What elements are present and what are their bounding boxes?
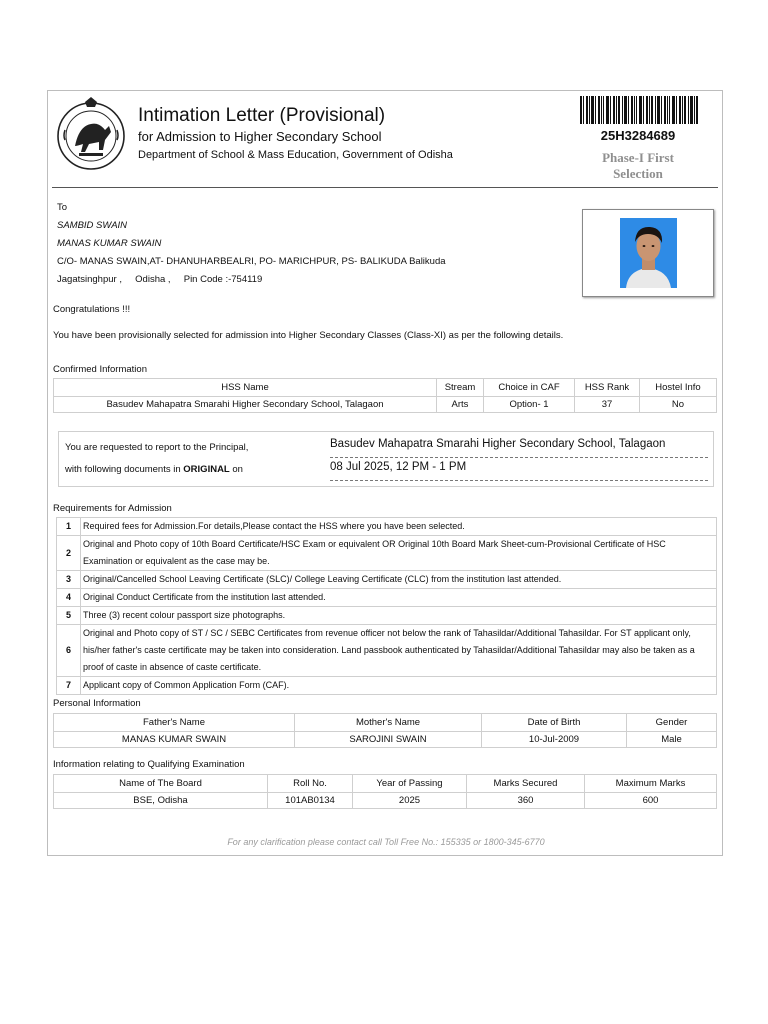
table-row <box>57 571 717 589</box>
cell-max-marks: 600 <box>585 793 717 809</box>
report-line-2-pre: with following documents in <box>65 464 184 475</box>
col-gender: Gender <box>627 714 717 732</box>
col-rank: HSS Rank <box>575 379 640 397</box>
report-line-1: You are requested to report to the Principal, <box>65 442 249 453</box>
table-row <box>57 589 717 607</box>
report-line-2-post: on <box>229 464 243 475</box>
col-hss-name: HSS Name <box>54 379 437 397</box>
col-board: Name of The Board <box>54 775 268 793</box>
photo-frame <box>582 209 714 297</box>
phase-line-1: Phase-I First <box>602 150 674 165</box>
address-line-2: Jagatsinghpur , Odisha , Pin Code :-754119 <box>57 274 263 285</box>
requirements-table <box>56 517 717 695</box>
req-number: 1 <box>57 518 81 536</box>
req-number: 3 <box>57 571 81 589</box>
req-number: 4 <box>57 589 81 607</box>
table-row <box>57 518 717 536</box>
odisha-emblem-icon <box>55 96 127 172</box>
col-roll: Roll No. <box>268 775 353 793</box>
table-row <box>57 625 717 677</box>
confirmed-info-table <box>53 378 717 413</box>
req-text: Original Conduct Certificate from the institution last attended. <box>81 589 717 607</box>
col-choice: Choice in CAF <box>484 379 575 397</box>
qualifying-exam-label: Information relating to Qualifying Examination <box>53 759 245 770</box>
req-text: Three (3) recent colour passport size photographs. <box>81 607 717 625</box>
barcode-icon <box>580 96 698 124</box>
report-school: Basudev Mahapatra Smarahi Higher Secondary School, Talagaon <box>330 438 708 458</box>
cell-dob: 10-Jul-2009 <box>482 732 627 748</box>
personal-info-table <box>53 713 717 748</box>
confirmed-info-label: Confirmed Information <box>53 364 147 375</box>
header-divider <box>52 187 718 188</box>
department-name: Department of School & Mass Education, Government of Odisha <box>138 149 453 161</box>
phase-line-2: Selection <box>613 166 663 181</box>
table-header-row <box>54 775 717 793</box>
cell-roll: 101AB0134 <box>268 793 353 809</box>
col-max-marks: Maximum Marks <box>585 775 717 793</box>
report-original-label: ORIGINAL <box>183 464 230 475</box>
phase-label <box>578 150 698 182</box>
table-row <box>57 677 717 695</box>
req-text: Original and Photo copy of 10th Board Certificate/HSC Exam or equivalent OR Original 10th Board Mark Sheet-cum-Provisional Certificate of HSC Examination or equivalent as the case may be. <box>81 536 717 571</box>
req-text: Original/Cancelled School Leaving Certificate (SLC)/ College Leaving Certificate (CLC) from the institution last attended. <box>81 571 717 589</box>
req-text: Required fees for Admission.For details,Please contact the HSS where you have been selected. <box>81 518 717 536</box>
address-to: To <box>57 202 68 213</box>
col-mother: Mother's Name <box>295 714 482 732</box>
cell-rank: 37 <box>575 397 640 413</box>
toll-free-footer: For any clarification please contact call Toll Free No.: 155335 or 1800-345-6770 <box>227 837 545 847</box>
table-row <box>54 732 717 748</box>
cell-father: MANAS KUMAR SWAIN <box>54 732 295 748</box>
cell-marks: 360 <box>467 793 585 809</box>
letter-title: Intimation Letter (Provisional) <box>138 105 386 126</box>
cell-gender: Male <box>627 732 717 748</box>
req-number: 5 <box>57 607 81 625</box>
guardian-name: MANAS KUMAR SWAIN <box>57 238 162 249</box>
col-stream: Stream <box>437 379 484 397</box>
cell-choice: Option- 1 <box>484 397 575 413</box>
selection-intro: You have been provisionally selected for admission into Higher Secondary Classes (Class-XI) as per the following details. <box>53 330 564 341</box>
req-number: 2 <box>57 536 81 571</box>
cell-board: BSE, Odisha <box>54 793 268 809</box>
col-father: Father's Name <box>54 714 295 732</box>
table-header-row <box>54 379 717 397</box>
student-portrait-icon <box>620 218 677 288</box>
table-header-row <box>54 714 717 732</box>
report-datetime: 08 Jul 2025, 12 PM - 1 PM <box>330 461 708 481</box>
req-number: 7 <box>57 677 81 695</box>
report-line-2 <box>65 464 243 475</box>
congratulations-text: Congratulations !!! <box>53 304 131 315</box>
table-row <box>57 536 717 571</box>
student-photo <box>620 218 677 288</box>
letter-subtitle: for Admission to Higher Secondary School <box>138 129 382 144</box>
req-text: Applicant copy of Common Application Form (CAF). <box>81 677 717 695</box>
student-name: SAMBID SWAIN <box>57 220 128 231</box>
col-year: Year of Passing <box>353 775 467 793</box>
cell-hostel: No <box>640 397 717 413</box>
table-row <box>54 793 717 809</box>
cell-hss-name: Basudev Mahapatra Smarahi Higher Secondary School, Talagaon <box>54 397 437 413</box>
col-dob: Date of Birth <box>482 714 627 732</box>
intimation-letter <box>47 90 723 856</box>
cell-stream: Arts <box>437 397 484 413</box>
table-row <box>54 397 717 413</box>
req-text: Original and Photo copy of ST / SC / SEBC Certificates from revenue officer not below the rank of Tahasildar/Additional Tahasildar. For ST applicant only, his/her father's caste certificate may be taken into consideration. Land passbook authenticated by Tahasildar/Additional Tahasildar may also be taken as a proof of caste in absence of caste certificate. <box>81 625 717 677</box>
address-line-1: C/O- MANAS SWAIN,AT- DHANUHARBEALRI, PO- MARICHPUR, PS- BALIKUDA Balikuda <box>57 256 446 267</box>
report-instructions <box>58 431 714 487</box>
personal-info-label: Personal Information <box>53 698 141 709</box>
table-row <box>57 607 717 625</box>
req-number: 6 <box>57 625 81 677</box>
application-number: 25H3284689 <box>600 128 676 143</box>
col-marks: Marks Secured <box>467 775 585 793</box>
cell-mother: SAROJINI SWAIN <box>295 732 482 748</box>
requirements-label: Requirements for Admission <box>53 503 172 514</box>
cell-year: 2025 <box>353 793 467 809</box>
qualifying-exam-table <box>53 774 717 809</box>
col-hostel: Hostel Info <box>640 379 717 397</box>
